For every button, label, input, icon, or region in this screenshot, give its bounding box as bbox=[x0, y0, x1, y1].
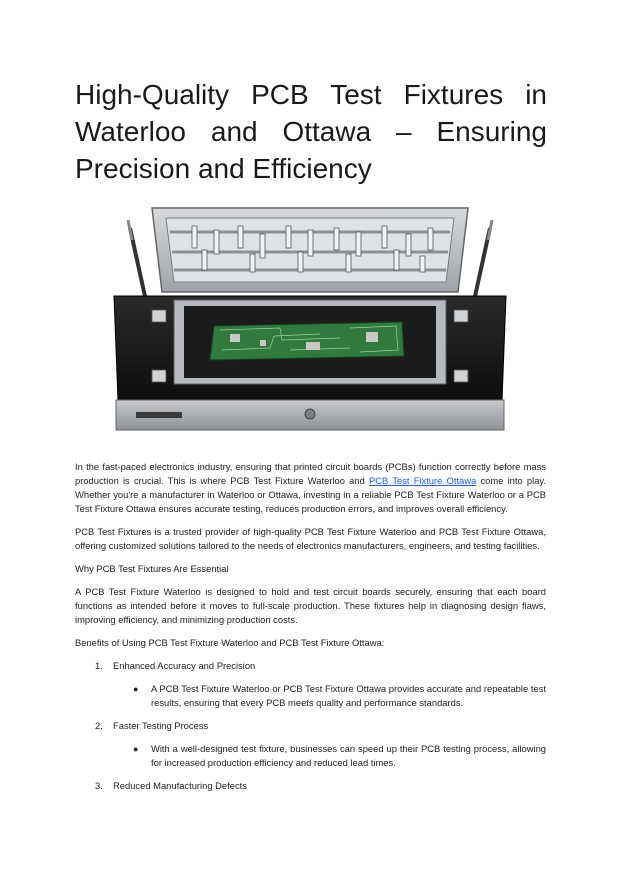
intro-text-after-link: come into play. Whether you're a manufacturer in Waterloo or Ottawa, investing in a reliable PCB Test Fixture Waterloo or a PCB Test Fixture Ottawa ensures accurate testing, reduces production errors, and improves overall efficiency. bbox=[75, 475, 546, 514]
bullet-icon: ● bbox=[133, 744, 139, 754]
pcb-test-fixture-ottawa-link[interactable]: PCB Test Fixture Ottawa bbox=[369, 475, 477, 486]
why-heading: Why PCB Test Fixtures Are Essential bbox=[75, 563, 229, 574]
why-paragraph: A PCB Test Fixture Waterloo is designed to hold and test circuit boards securely, ensuring that each board functions as intended before it moves to full-scale production. These fixtures help in diagnosing design flaws, improving efficiency, and minimizing production costs. bbox=[75, 586, 546, 625]
intro-text-before-link: In the fast-paced electronics industry, ensuring that printed circuit boards (PCBs) function correctly before mass production is crucial. This is where PCB Test Fixture Waterloo and bbox=[75, 461, 546, 486]
page-title: High-Quality PCB Test Fixtures in Waterloo and Ottawa – Ensuring Precision and Efficiency bbox=[75, 79, 547, 184]
article-body bbox=[75, 460, 546, 802]
list-number: 3. bbox=[95, 780, 103, 791]
provider-paragraph: PCB Test Fixtures is a trusted provider of high-quality PCB Test Fixture Waterloo and PCB Test Fixture Ottawa, offering customized solutions tailored to the needs of electronics manufacturers, engineers, and testing facilities. bbox=[75, 526, 546, 551]
benefit-title: Faster Testing Process bbox=[113, 720, 209, 731]
benefit-detail-text: A PCB Test Fixture Waterloo or PCB Test Fixture Ottawa provides accurate and repeatable test results, ensuring that every PCB meets quality and performance standards. bbox=[151, 683, 546, 708]
benefit-detail-text: With a well-designed test fixture, businesses can speed up their PCB testing process, allowing for increased production efficiency and reduced lead times. bbox=[151, 743, 546, 768]
intro-paragraph bbox=[75, 460, 546, 516]
list-number: 2. bbox=[95, 720, 103, 731]
benefit-title: Enhanced Accuracy and Precision bbox=[113, 660, 256, 671]
benefit-detail bbox=[75, 682, 546, 710]
benefit-title: Reduced Manufacturing Defects bbox=[113, 780, 247, 791]
benefit-item bbox=[75, 779, 546, 793]
benefit-item bbox=[75, 719, 546, 733]
benefit-detail bbox=[75, 742, 546, 770]
bullet-icon: ● bbox=[133, 684, 139, 694]
list-number: 1. bbox=[95, 660, 103, 671]
benefits-heading: Benefits of Using PCB Test Fixture Waterloo and PCB Test Fixture Ottawa: bbox=[75, 637, 385, 648]
pcb-test-fixture-photo bbox=[110, 200, 510, 436]
benefit-item bbox=[75, 659, 546, 673]
